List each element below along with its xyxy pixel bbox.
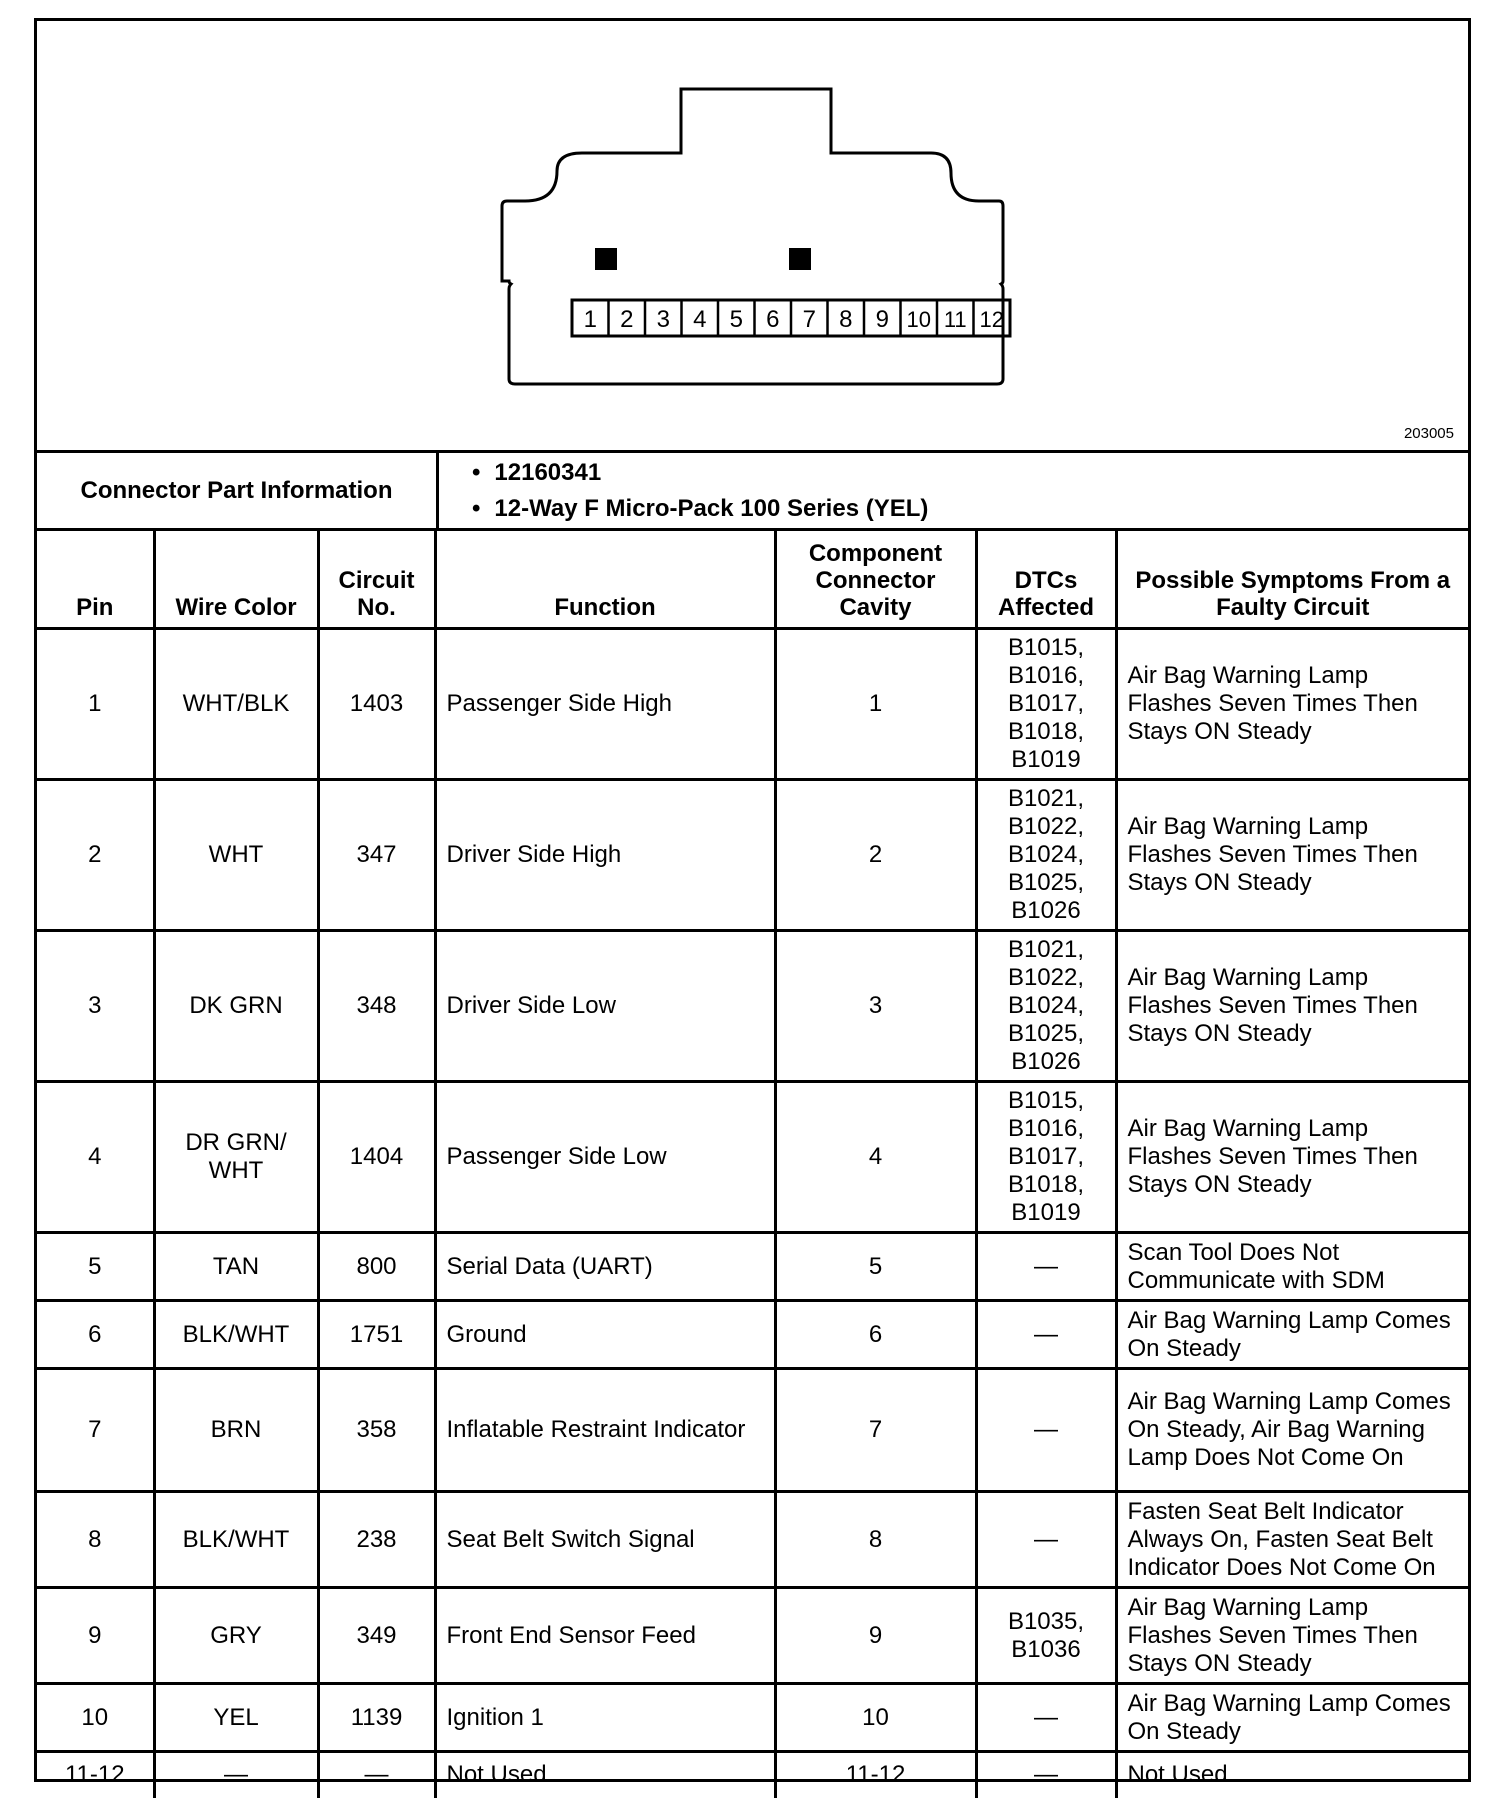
table-row [37,1369,1468,1492]
dtc-code: B1021, [1007,936,1085,963]
table-row [37,780,1468,931]
table-row [37,931,1468,1082]
table-row [37,1492,1468,1588]
dtc-code: — [1034,1761,1058,1789]
circuit-no-cell: 800 [318,1233,435,1301]
symptoms-cell: Not Used [1116,1752,1468,1798]
symptoms-cell: Air Bag Warning Lamp Comes On Steady [1116,1684,1468,1752]
symptoms-cell: Air Bag Warning Lamp Flashes Seven Times Then Stays ON Steady [1116,931,1468,1082]
function-cell: Front End Sensor Feed [435,1588,775,1684]
dtc-code: B1015, [1007,634,1085,661]
pin-cell: 1 [37,629,154,780]
pinout-table [37,531,1468,1798]
circuit-no-cell: 358 [318,1369,435,1492]
dtc-code: B1035, [1007,1607,1085,1635]
dtc-code: B1021, [1007,785,1085,812]
function-cell: Serial Data (UART) [435,1233,775,1301]
symptoms-cell: Air Bag Warning Lamp Flashes Seven Times Then Stays ON Steady [1116,1082,1468,1233]
connector-part-information [37,453,1468,531]
pin-cell: 11-12 [37,1752,154,1798]
circuit-no-cell: 238 [318,1492,435,1588]
cavity-row [572,300,1010,336]
symptoms-cell: Scan Tool Does Not Communicate with SDM [1116,1233,1468,1301]
cavity-number: 11 [943,307,967,332]
table-row [37,629,1468,780]
wire-color-cell: BRN [154,1369,318,1492]
circuit-no-cell: 1139 [318,1684,435,1752]
cavity-number: 9 [875,306,889,333]
dtcs-cell [976,780,1116,931]
cavity-cell: 5 [775,1233,976,1301]
dtcs-cell [976,1082,1116,1233]
dtc-code: — [1034,1703,1058,1731]
dtc-code: B1025, [1007,1020,1085,1047]
cavity-cell: 11-12 [775,1752,976,1798]
table-row [37,1684,1468,1752]
cavity-number: 10 [906,307,931,332]
cavity-cell: 3 [775,931,976,1082]
wire-color-cell: DK GRN [154,931,318,1082]
pin-cell: 10 [37,1684,154,1752]
header-function: Function [435,531,775,629]
cavity-cell: 9 [775,1588,976,1684]
dtc-code: B1016, [1007,1115,1085,1142]
cavity-number: 3 [656,306,670,333]
wire-color-cell: WHT/BLK [154,629,318,780]
wire-color-cell: GRY [154,1588,318,1684]
connector-outline [502,89,1003,384]
connector-description: • 12-Way F Micro-Pack 100 Series (YEL) [472,491,928,527]
symptoms-cell: Air Bag Warning Lamp Comes On Steady [1116,1301,1468,1369]
connector-info-list [472,455,928,527]
function-cell: Ground [435,1301,775,1369]
wire-color-cell: TAN [154,1233,318,1301]
function-cell: Driver Side High [435,780,775,931]
polarization-key-right [789,248,811,270]
pin-cell: 5 [37,1233,154,1301]
dtc-code: — [1034,1320,1058,1348]
connector-diagram [37,21,1468,453]
cavity-number: 8 [839,306,853,333]
dtc-code: B1017, [1007,690,1085,717]
header-pin: Pin [37,531,154,629]
wire-color-cell: DR GRN/ WHT [154,1082,318,1233]
circuit-no-cell: 349 [318,1588,435,1684]
cavity-number: 12 [979,307,1004,332]
dtcs-cell [976,1369,1116,1492]
pin-cell: 9 [37,1588,154,1684]
dtc-code: B1016, [1007,662,1085,689]
dtcs-cell [976,1301,1116,1369]
dtc-code: — [1034,1416,1058,1443]
dtc-code: B1025, [1007,869,1085,896]
circuit-no-cell: 1403 [318,629,435,780]
header-dtcs: DTCs Affected [976,531,1116,629]
dtcs-cell [976,1233,1116,1301]
cavity-cell: 2 [775,780,976,931]
wire-color-cell: WHT [154,780,318,931]
dtcs-cell [976,1492,1116,1588]
wire-color-cell: YEL [154,1684,318,1752]
dtc-code: B1024, [1007,992,1085,1019]
circuit-no-cell: 348 [318,931,435,1082]
dtc-code: B1036 [1011,1635,1081,1663]
symptoms-cell: Air Bag Warning Lamp Flashes Seven Times Then Stays ON Steady [1116,1588,1468,1684]
connector-chart [34,18,1471,1789]
table-row [37,1588,1468,1684]
table-row [37,1233,1468,1301]
cavity-cell: 10 [775,1684,976,1752]
cavity-number: 5 [729,306,743,333]
dtc-code: B1019 [1011,1199,1081,1226]
dtc-code: B1026 [1011,1048,1081,1075]
dtc-code: B1022, [1007,964,1085,991]
cavity-number: 1 [583,306,597,333]
wire-color-cell: BLK/WHT [154,1492,318,1588]
connector-info-label: Connector Part Information [37,453,439,528]
cavity-cell: 7 [775,1369,976,1492]
table-row [37,1752,1468,1798]
dtc-code: B1017, [1007,1143,1085,1170]
dtcs-cell [976,1752,1116,1798]
function-cell: Ignition 1 [435,1684,775,1752]
dtcs-cell [976,1684,1116,1752]
header-cavity: Component Connector Cavity [775,531,976,629]
circuit-no-cell: 1751 [318,1301,435,1369]
header-wire-color: Wire Color [154,531,318,629]
dtc-code: B1015, [1007,1087,1085,1114]
pin-cell: 6 [37,1301,154,1369]
dtcs-cell [976,629,1116,780]
pin-cell: 3 [37,931,154,1082]
cavity-number: 4 [693,306,707,333]
cavity-number: 2 [620,306,634,333]
symptoms-cell: Air Bag Warning Lamp Flashes Seven Times Then Stays ON Steady [1116,780,1468,931]
polarization-key-left [595,248,617,270]
dtc-code: B1019 [1011,746,1081,773]
pin-cell: 4 [37,1082,154,1233]
function-cell: Seat Belt Switch Signal [435,1492,775,1588]
dtc-code: B1024, [1007,841,1085,868]
wire-color-cell: — [154,1752,318,1798]
circuit-no-cell: 347 [318,780,435,931]
function-cell: Inflatable Restraint Indicator [435,1369,775,1492]
function-cell: Passenger Side Low [435,1082,775,1233]
table-header-row [37,531,1468,629]
cavity-cell: 4 [775,1082,976,1233]
circuit-no-cell: 1404 [318,1082,435,1233]
dtc-code: B1018, [1007,1171,1085,1198]
part-number: • 12160341 [472,455,928,491]
dtc-code: B1018, [1007,718,1085,745]
dtcs-cell [976,931,1116,1082]
cavity-cell: 1 [775,629,976,780]
dtc-code: — [1034,1525,1058,1553]
header-symptoms: Possible Symptoms From a Faulty Circuit [1116,531,1468,629]
cavity-number: 7 [802,306,816,333]
dtc-code: B1022, [1007,813,1085,840]
symptoms-cell: Air Bag Warning Lamp Flashes Seven Times Then Stays ON Steady [1116,629,1468,780]
dtcs-cell [976,1588,1116,1684]
cavity-cell: 6 [775,1301,976,1369]
pin-cell: 8 [37,1492,154,1588]
table-row [37,1082,1468,1233]
table-row [37,1301,1468,1369]
dtc-code: B1026 [1011,897,1081,924]
function-cell: Driver Side Low [435,931,775,1082]
pin-cell: 2 [37,780,154,931]
circuit-no-cell: — [318,1752,435,1798]
symptoms-cell: Fasten Seat Belt Indicator Always On, Fasten Seat Belt Indicator Does Not Come On [1116,1492,1468,1588]
wire-color-cell: BLK/WHT [154,1301,318,1369]
function-cell: Passenger Side High [435,629,775,780]
dtc-code: — [1034,1252,1058,1280]
function-cell: Not Used [435,1752,775,1798]
cavity-number: 6 [766,306,780,333]
header-circuit-no: Circuit No. [318,531,435,629]
figure-id: 203005 [1403,425,1454,442]
connector-face-drawing [37,21,1468,451]
symptoms-cell: Air Bag Warning Lamp Comes On Steady, Air Bag Warning Lamp Does Not Come On [1116,1369,1468,1492]
pin-cell: 7 [37,1369,154,1492]
cavity-cell: 8 [775,1492,976,1588]
